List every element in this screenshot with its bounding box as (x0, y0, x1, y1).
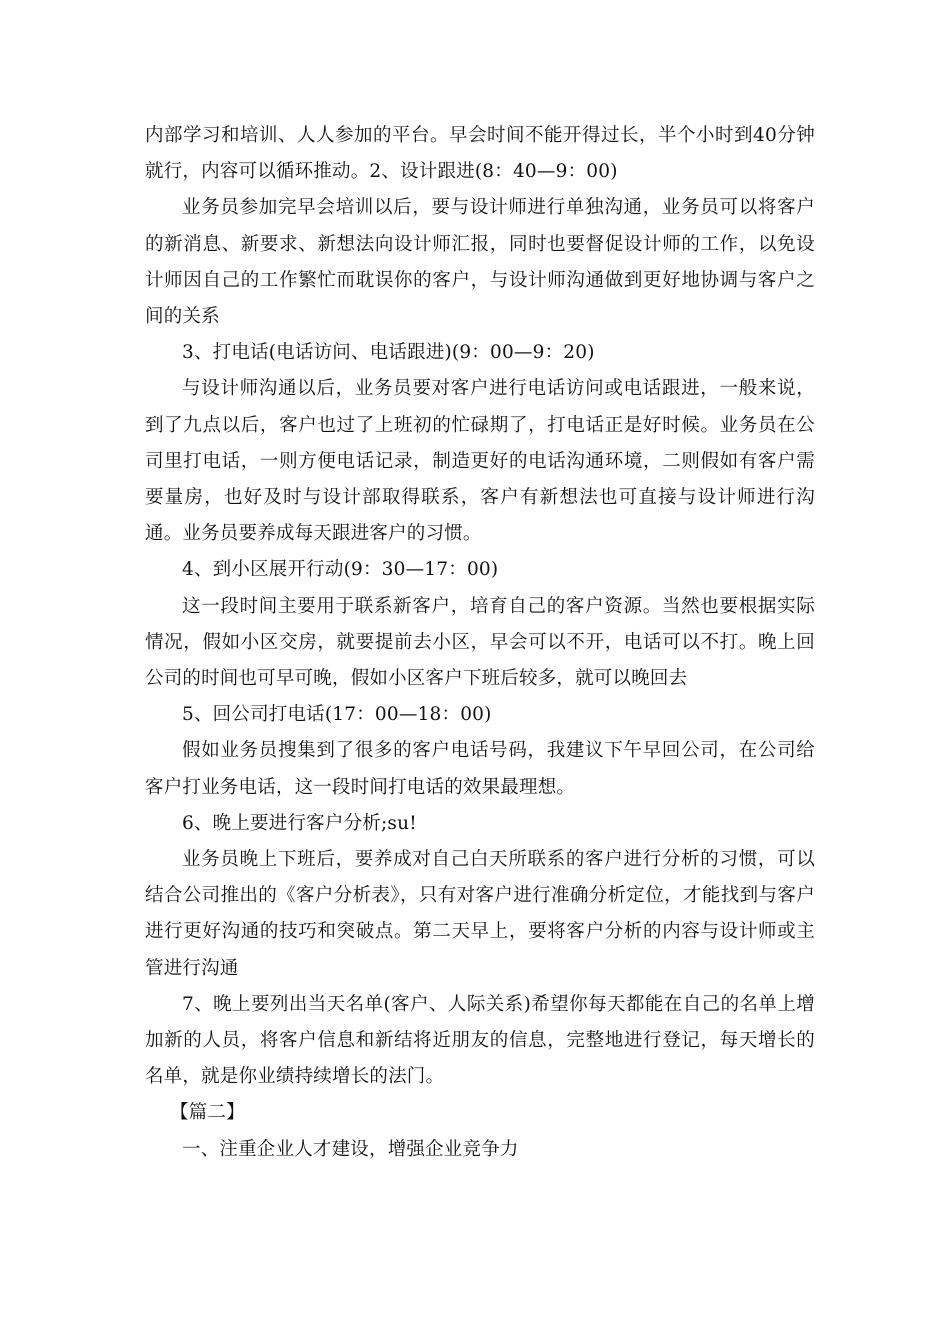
paragraph-4: 与设计师沟通以后，业务员要对客户进行电话访问或电话跟进，一般来说，到了九点以后，客户也过了上班初的忙碌期了，打电话正是好时候。业务员在公司里打电话，一则方便电话记录，制造更好的电话沟通环境，二则假如有客户需要量房，也好及时与设计部取得联系，客户有新想法也可直接与设计师进行沟通。业务员要养成每天跟进客户的习惯。 (145, 378, 815, 545)
paragraph-10: 业务员晚上下班后，要养成对自己白天所联系的客户进行分析的习惯，可以结合公司推出的《客户分析表》，只有对客户进行准确分析定位，才能找到与客户进行更好沟通的技巧和突破点。第二天早上，要将客户分析的内容与设计师或主管进行沟通 (145, 849, 815, 979)
section-heading-6: 6、晚上要进行客户分析;su! (182, 812, 417, 834)
section-heading-7: 7、晚上要列出当天名单(客户、人际关系)希望你每天都能在自己的名单上增加新的人员，将客户信息和新结将近朋友的信息，完整地进行登记，每天增长的名单，就是你业绩持续增长的法门。 (145, 993, 815, 1088)
paragraph-6: 这一段时间主要用于联系新客户，培育自己的客户资源。当然也要根据实际情况，假如小区交房，就要提前去小区，早会可以不开，电话可以不打。晚上回公司的时间也可早可晚，假如小区客户下班后较多，就可以晚回去 (145, 595, 815, 690)
paragraph-8: 假如业务员搜集到了很多的客户电话号码，我建议下午早回公司，在公司给客户打业务电话，这一段时间打电话的效果最理想。 (145, 740, 815, 798)
section-heading-5: 5、回公司打电话(17：00—18：00) (182, 704, 492, 726)
paragraph-2: 业务员参加完早会培训以后，要与设计师进行单独沟通，业务员可以将客户的新消息、新要求、新想法向设计师汇报，同时也要督促设计师的工作，以免设计师因自己的工作繁忙而耽误你的客户，与设计师沟通做到更好地协调与客户之间的关系 (145, 197, 815, 328)
document-body (145, 118, 815, 1168)
part-heading: 【篇二】 (169, 1102, 245, 1124)
section-heading-4: 4、到小区展开行动(9：30—17：00) (182, 559, 499, 581)
paragraph-1: 内部学习和培训、人人参加的平台。早会时间不能开得过长，半个小时到40分钟就行，内容可以循环推动。2、设计跟进(8：40—9：00) (145, 125, 815, 183)
section-heading-3: 3、打电话(电话访问、电话跟进)(9：00—9：20) (182, 342, 595, 364)
subsection-heading: 一、注重企业人才建设，增强企业竞争力 (182, 1138, 519, 1160)
